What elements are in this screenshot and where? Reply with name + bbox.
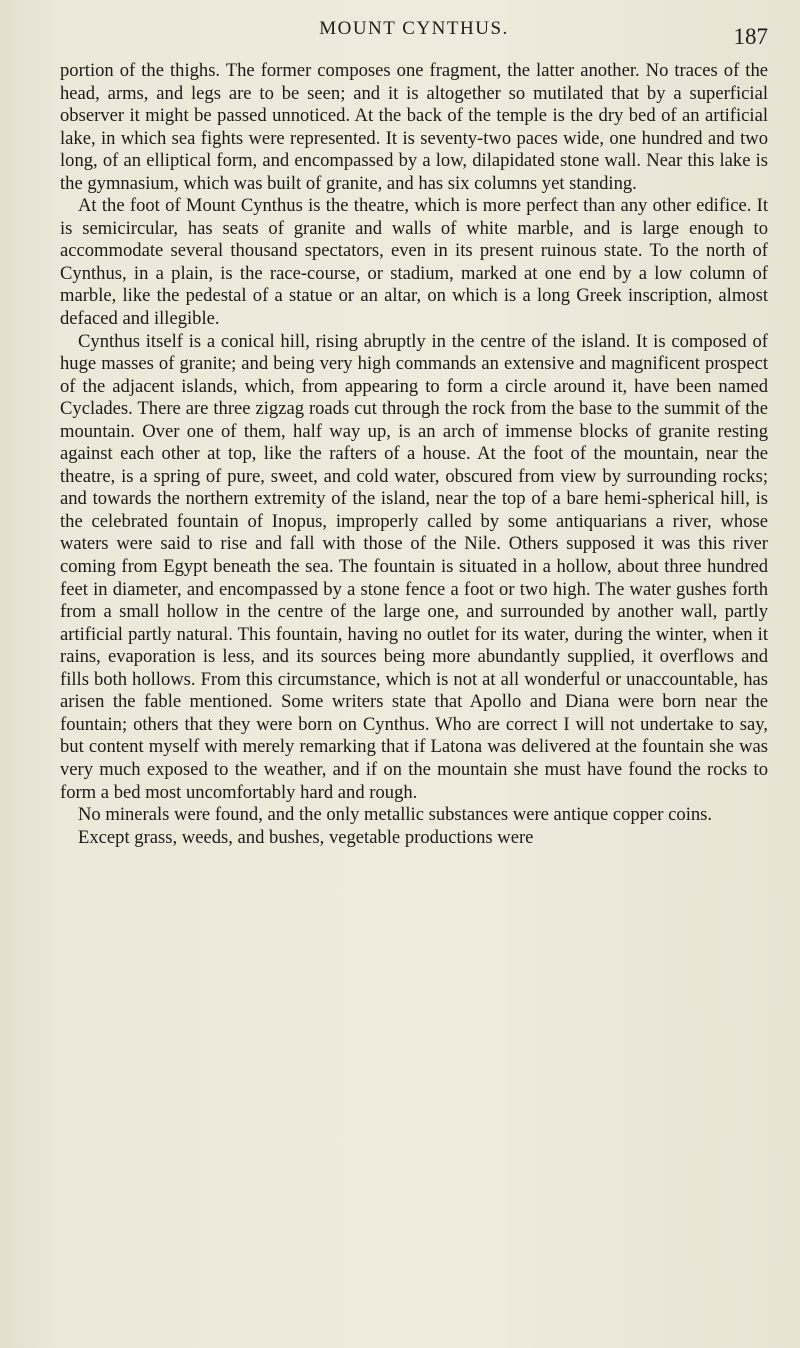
body-text (60, 60, 768, 849)
paragraph-vegetation: Except grass, weeds, and bushes, vegetable productions were (78, 826, 534, 848)
running-head (60, 14, 768, 54)
page-number: 187 (733, 24, 768, 49)
paragraph-theatre: At the foot of Mount Cynthus is the theatre, which is more perfect than any other edifice. It is semicircular, has seats of granite and walls of white marble, and is large enough to accommodate several thousand spectators, even in its present ruinous state. To the north of Cynthus, in a plain, is the race-course, or stadium, marked at one end by a low column of marble, like the pedestal of a statue or an altar, on which is a long Greek inscription, almost defaced and illegible. (60, 195, 768, 330)
paragraph-cynthus: Cynthus itself is a conical hill, rising abruptly in the centre of the island. It is composed of huge masses of granite; and being very high commands an extensive and magnificent prospect of the adjacent islands, which, from appearing to form a circle around it, have been named Cyclades. There are three zigzag roads cut through the rock from the base to the summit of the mountain. Over one of them, half way up, is an arch of immense blocks of granite resting against each other at top, like the rafters of a house. At the foot of the mountain, near the theatre, is a spring of pure, sweet, and cold water, obscured from view by surrounding rocks; and towards the northern extremity of the island, near the top of a bare hemi-spherical hill, is the celebrated fountain of Inopus, improperly called by some antiquarians a river, whose waters were said to rise and fall with those of the Nile. Others supposed it was this river coming from Egypt beneath the sea. The fountain is situated in a hollow, about three hundred feet in diameter, and encompassed by a stone fence a foot or two high. The water gushes forth from a small hollow in the centre of the large one, and surrounded by another wall, partly artificial partly natural. This fountain, having no outlet for its water, during the winter, when it rains, evaporation is less, and its sources being more abundantly supplied, it overflows and fills both hollows. From this circumstance, which is not at all wonderful or unaccountable, has arisen the fable mentioned. Some writers state that Apollo and Diana were born near the fountain; others that they were born on Cynthus. Who are correct I will not undertake to say, but content myself with merely remarking that if Latona was delivered at the fountain she was very much exposed to the weather, and if on the mountain she must have found the rocks to form a bed most uncomfortably hard and rough. (60, 330, 768, 803)
paragraph-continuation: portion of the thighs. The former composes one fragment, the latter another. No traces of the head, arms, and legs are to be seen; and it is altogether so mutilated that by a superficial observer it might be passed unnoticed. At the back of the temple is the dry bed of an artificial lake, in which sea fights were represented. It is seventy-two paces wide, one hundred and two long, of an elliptical form, and encompassed by a low, dilapidated stone wall. Near this lake is the gymnasium, which was built of granite, and has six columns yet standing. (60, 60, 768, 194)
paragraph-minerals: No minerals were found, and the only metallic substances were antique copper coins. (78, 804, 713, 826)
running-title: MOUNT CYNTHUS. (319, 18, 509, 39)
